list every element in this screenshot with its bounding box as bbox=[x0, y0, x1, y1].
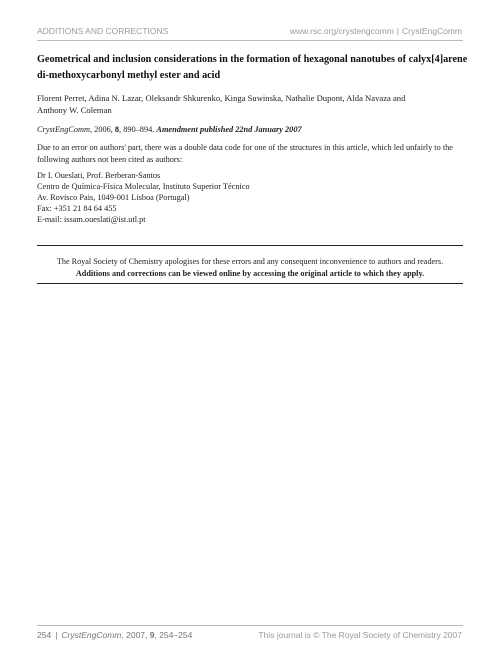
article-citation bbox=[37, 124, 302, 136]
header-journal-info bbox=[290, 26, 462, 36]
footer-issue: , 2007, bbox=[121, 630, 150, 640]
footer-page-info bbox=[37, 630, 192, 640]
correction-text bbox=[37, 142, 467, 165]
header-separator: | bbox=[396, 26, 400, 36]
footer-page-number: 254 bbox=[37, 630, 52, 640]
header-journal: CrystEngComm bbox=[402, 26, 462, 36]
address-names: Dr I. Oueslati, Prof. Berberan-Santos bbox=[37, 171, 161, 180]
article-title-line1: Geometrical and inclusion considerations in the formation of hexagonal nanotubes of calyx[4]arene bbox=[37, 54, 468, 65]
header-rule bbox=[37, 40, 463, 41]
footer-copyright: This journal is © The Royal Society of Chemistry 2007 bbox=[258, 630, 462, 640]
footer-volume: 9 bbox=[149, 630, 155, 640]
footer-rule bbox=[37, 625, 463, 626]
author-address-block bbox=[37, 170, 250, 225]
correction-line2: following authors not been cited as authors: bbox=[37, 154, 183, 164]
address-fax: Fax: +351 21 84 64 455 bbox=[37, 204, 117, 213]
citation-amendment: Amendment published 22nd January 2007 bbox=[156, 125, 302, 134]
header-url[interactable]: www.rsc.org/crystengcomm bbox=[289, 26, 394, 36]
authors-line2: Anthony W. Coleman bbox=[37, 105, 112, 115]
citation-year: , 2006, bbox=[90, 125, 115, 134]
header-section-label: ADDITIONS AND CORRECTIONS bbox=[37, 26, 169, 36]
footer-journal: CrystEngComm bbox=[61, 630, 122, 640]
address-email[interactable]: E-mail: issam.oueslati@ist.utl.pt bbox=[37, 215, 146, 224]
authors-line1: Florent Perret, Adina N. Lazar, Oleksandr Shkurenko, Kinga Suwinska, Nathalie Dupont, Alda Navaza and bbox=[37, 93, 406, 103]
address-institution: Centro de Química-Física Molecular, Instituto Superior Técnico bbox=[37, 182, 250, 191]
address-street: Av. Rovisco Pais, 1049-001 Lisboa (Portugal) bbox=[37, 193, 190, 202]
footer-separator: | bbox=[55, 630, 58, 640]
article-title bbox=[37, 52, 467, 84]
online-notice-text: Additions and corrections can be viewed online by accessing the original article to which they apply. bbox=[75, 269, 425, 278]
article-authors bbox=[37, 92, 467, 116]
footer-pages: , 254–254 bbox=[154, 630, 193, 640]
notice-top-rule bbox=[37, 245, 463, 246]
correction-line1: Due to an error on authors' part, there was a double data code for one of the structures in this article, which led unfairly to the bbox=[37, 143, 453, 152]
apology-text: The Royal Society of Chemistry apologises for these errors and any consequent inconvenience to authors and readers. bbox=[56, 257, 444, 266]
article-title-line2: di-methoxycarbonyl methyl ester and acid bbox=[37, 70, 221, 81]
notice-bottom-rule bbox=[37, 283, 463, 284]
citation-pages: , 890–894. bbox=[119, 125, 157, 134]
citation-volume: 8 bbox=[114, 125, 120, 134]
citation-journal: CrystEngComm bbox=[37, 125, 91, 134]
